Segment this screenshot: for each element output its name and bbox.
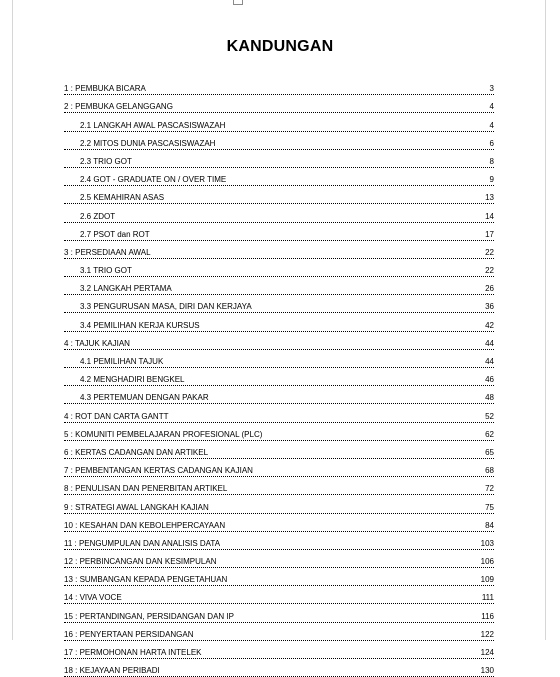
toc-entry-page-number: 62 xyxy=(485,429,494,439)
toc-entry-label: 8 : PENULISAN DAN PENERBITAN ARTIKEL xyxy=(64,484,228,494)
toc-entry[interactable] xyxy=(64,295,494,313)
toc-entry[interactable] xyxy=(64,532,494,550)
toc-entry-page-number: 122 xyxy=(480,629,494,639)
toc-entry[interactable] xyxy=(64,113,494,131)
toc-entry-page-number: 109 xyxy=(480,575,494,585)
page-edge-right xyxy=(545,0,546,640)
toc-entry-label: 2.7 PSOT dan ROT xyxy=(80,229,150,239)
toc-entry-page-number: 48 xyxy=(485,393,494,403)
toc-entry[interactable] xyxy=(64,477,494,495)
toc-entry-page-number: 26 xyxy=(485,284,494,294)
toc-entry-page-number: 44 xyxy=(485,357,494,366)
toc-entry[interactable] xyxy=(64,95,494,113)
toc-entry-page-number: 106 xyxy=(480,557,494,567)
toc-entry-page-number: 75 xyxy=(485,502,494,512)
toc-entry-label: 2.1 LANGKAH AWAL PASCASISWAZAH xyxy=(80,120,226,130)
toc-entry-label: 7 : PEMBENTANGAN KERTAS CADANGAN KAJIAN xyxy=(64,466,253,476)
toc-entry-label: 2.4 GOT - GRADUATE ON / OVER TIME xyxy=(80,175,227,185)
toc-entry-page-number: 65 xyxy=(485,447,494,457)
toc-entry-page-number: 124 xyxy=(480,648,494,657)
toc-entry[interactable] xyxy=(64,259,494,277)
toc-entry[interactable] xyxy=(64,641,494,659)
toc-entry-page-number: 8 xyxy=(489,156,494,166)
toc-entry-label: 15 : PERTANDINGAN, PERSIDANGAN DAN IP xyxy=(64,611,234,621)
toc-entry-page-number: 4 xyxy=(489,120,494,130)
toc-entry-page-number: 13 xyxy=(485,193,494,203)
toc-entry-page-number: 3 xyxy=(489,84,494,94)
toc-entry[interactable] xyxy=(64,368,494,386)
toc-entry-page-number: 111 xyxy=(481,593,494,603)
toc-entry[interactable] xyxy=(64,223,494,241)
toc-entry-label: 2 : PEMBUKA GELANGGANG xyxy=(64,102,173,112)
toc-entry-label: 4.2 MENGHADIRI BENGKEL xyxy=(80,375,185,385)
toc-entry-page-number: 84 xyxy=(485,520,494,530)
toc-entry-page-number: 72 xyxy=(485,484,494,494)
toc-entry[interactable] xyxy=(64,204,494,222)
toc-entry[interactable] xyxy=(64,241,494,259)
toc-entry-page-number: 68 xyxy=(485,466,494,476)
toc-entry-page-number: 130 xyxy=(480,666,494,676)
toc-entry-label: 6 : KERTAS CADANGAN DAN ARTIKEL xyxy=(64,447,209,457)
toc-entry-page-number: 36 xyxy=(485,302,494,312)
toc-entry[interactable] xyxy=(64,550,494,568)
toc-entry-label: 2.3 TRIO GOT xyxy=(80,156,132,166)
toc-entry-page-number: 44 xyxy=(485,338,494,348)
toc-entry[interactable] xyxy=(64,659,494,677)
toc-entry-label: 16 : PENYERTAAN PERSIDANGAN xyxy=(64,629,194,639)
toc-entry-label: 12 : PERBINCANGAN DAN KESIMPULAN xyxy=(64,557,217,567)
toc-entry-page-number: 116 xyxy=(481,611,494,621)
toc-entry-label: 4 : ROT DAN CARTA GANTT xyxy=(64,411,169,421)
toc-entry-label: 2.5 KEMAHIRAN ASAS xyxy=(80,193,165,203)
toc-entry[interactable] xyxy=(64,604,494,622)
toc-entry-page-number: 42 xyxy=(485,320,494,330)
toc-entry[interactable] xyxy=(64,77,494,95)
toc-entry-page-number: 52 xyxy=(485,411,494,421)
toc-entry-page-number: 4 xyxy=(489,102,494,112)
page-edge-left xyxy=(12,0,13,640)
toc-entry-page-number: 17 xyxy=(485,229,494,239)
toc-entry-label: 18 : KEJAYAAN PERIBADI xyxy=(64,666,160,676)
toc-entry[interactable] xyxy=(64,586,494,604)
toc-entry[interactable] xyxy=(64,623,494,641)
toc-entry[interactable] xyxy=(64,132,494,150)
toc-entry[interactable] xyxy=(64,350,494,368)
toc-entry[interactable] xyxy=(64,495,494,513)
toc-entry[interactable] xyxy=(64,568,494,586)
toc-entry-label: 10 : KESAHAN DAN KEBOLEHPERCAYAAN xyxy=(64,520,226,530)
toc-entry-label: 3.1 TRIO GOT xyxy=(80,266,132,276)
toc-entry[interactable] xyxy=(64,514,494,532)
toc-entry-label: 3.2 LANGKAH PERTAMA xyxy=(80,284,172,294)
toc-entry-page-number: 46 xyxy=(485,375,494,385)
page-title: KANDUNGAN xyxy=(226,38,334,55)
toc-entry[interactable] xyxy=(64,332,494,350)
toc-entry-label: 2.6 ZDOT xyxy=(80,211,116,221)
toc-entry-label: 13 : SUMBANGAN KEPADA PENGETAHUAN xyxy=(64,575,228,585)
toc-entry[interactable] xyxy=(64,404,494,422)
toc-entry[interactable] xyxy=(64,277,494,295)
toc-entry-label: 5 : KOMUNITI PEMBELAJARAN PROFESIONAL (PLC) xyxy=(64,429,263,439)
toc-entry-page-number: 22 xyxy=(485,266,494,276)
table-of-contents xyxy=(64,77,494,677)
toc-entry-label: 14 : VIVA VOCE xyxy=(64,593,122,603)
page-break-marker xyxy=(233,0,243,5)
toc-entry-label: 3.4 PEMILIHAN KERJA KURSUS xyxy=(80,320,200,330)
toc-entry[interactable] xyxy=(64,186,494,204)
toc-entry-page-number: 22 xyxy=(485,247,494,257)
toc-entry[interactable] xyxy=(64,441,494,459)
toc-entry-label: 2.2 MITOS DUNIA PASCASISWAZAH xyxy=(80,138,216,148)
toc-entry[interactable] xyxy=(64,459,494,477)
toc-entry-label: 9 : STRATEGI AWAL LANGKAH KAJIAN xyxy=(64,502,209,512)
toc-entry[interactable] xyxy=(64,313,494,331)
toc-entry-label: 4.1 PEMILIHAN TAJUK xyxy=(80,357,164,366)
toc-entry[interactable] xyxy=(64,423,494,441)
toc-entry-label: 3.3 PENGURUSAN MASA, DIRI DAN KERJAYA xyxy=(80,302,252,312)
toc-entry-page-number: 103 xyxy=(480,538,494,548)
toc-entry-page-number: 14 xyxy=(485,211,494,221)
toc-entry[interactable] xyxy=(64,386,494,404)
toc-entry-page-number: 9 xyxy=(489,175,494,185)
toc-entry[interactable] xyxy=(64,168,494,186)
toc-entry-label: 1 : PEMBUKA BICARA xyxy=(64,84,146,94)
toc-entry-label: 4.3 PERTEMUAN DENGAN PAKAR xyxy=(80,393,209,403)
toc-entry-label: 17 : PERMOHONAN HARTA INTELEK xyxy=(64,648,202,657)
toc-entry[interactable] xyxy=(64,150,494,168)
toc-entry-label: 3 : PERSEDIAAN AWAL xyxy=(64,247,151,257)
toc-entry-label: 11 : PENGUMPULAN DAN ANALISIS DATA xyxy=(64,538,221,548)
toc-entry-page-number: 6 xyxy=(489,138,494,148)
toc-entry-label: 4 : TAJUK KAJIAN xyxy=(64,338,130,348)
